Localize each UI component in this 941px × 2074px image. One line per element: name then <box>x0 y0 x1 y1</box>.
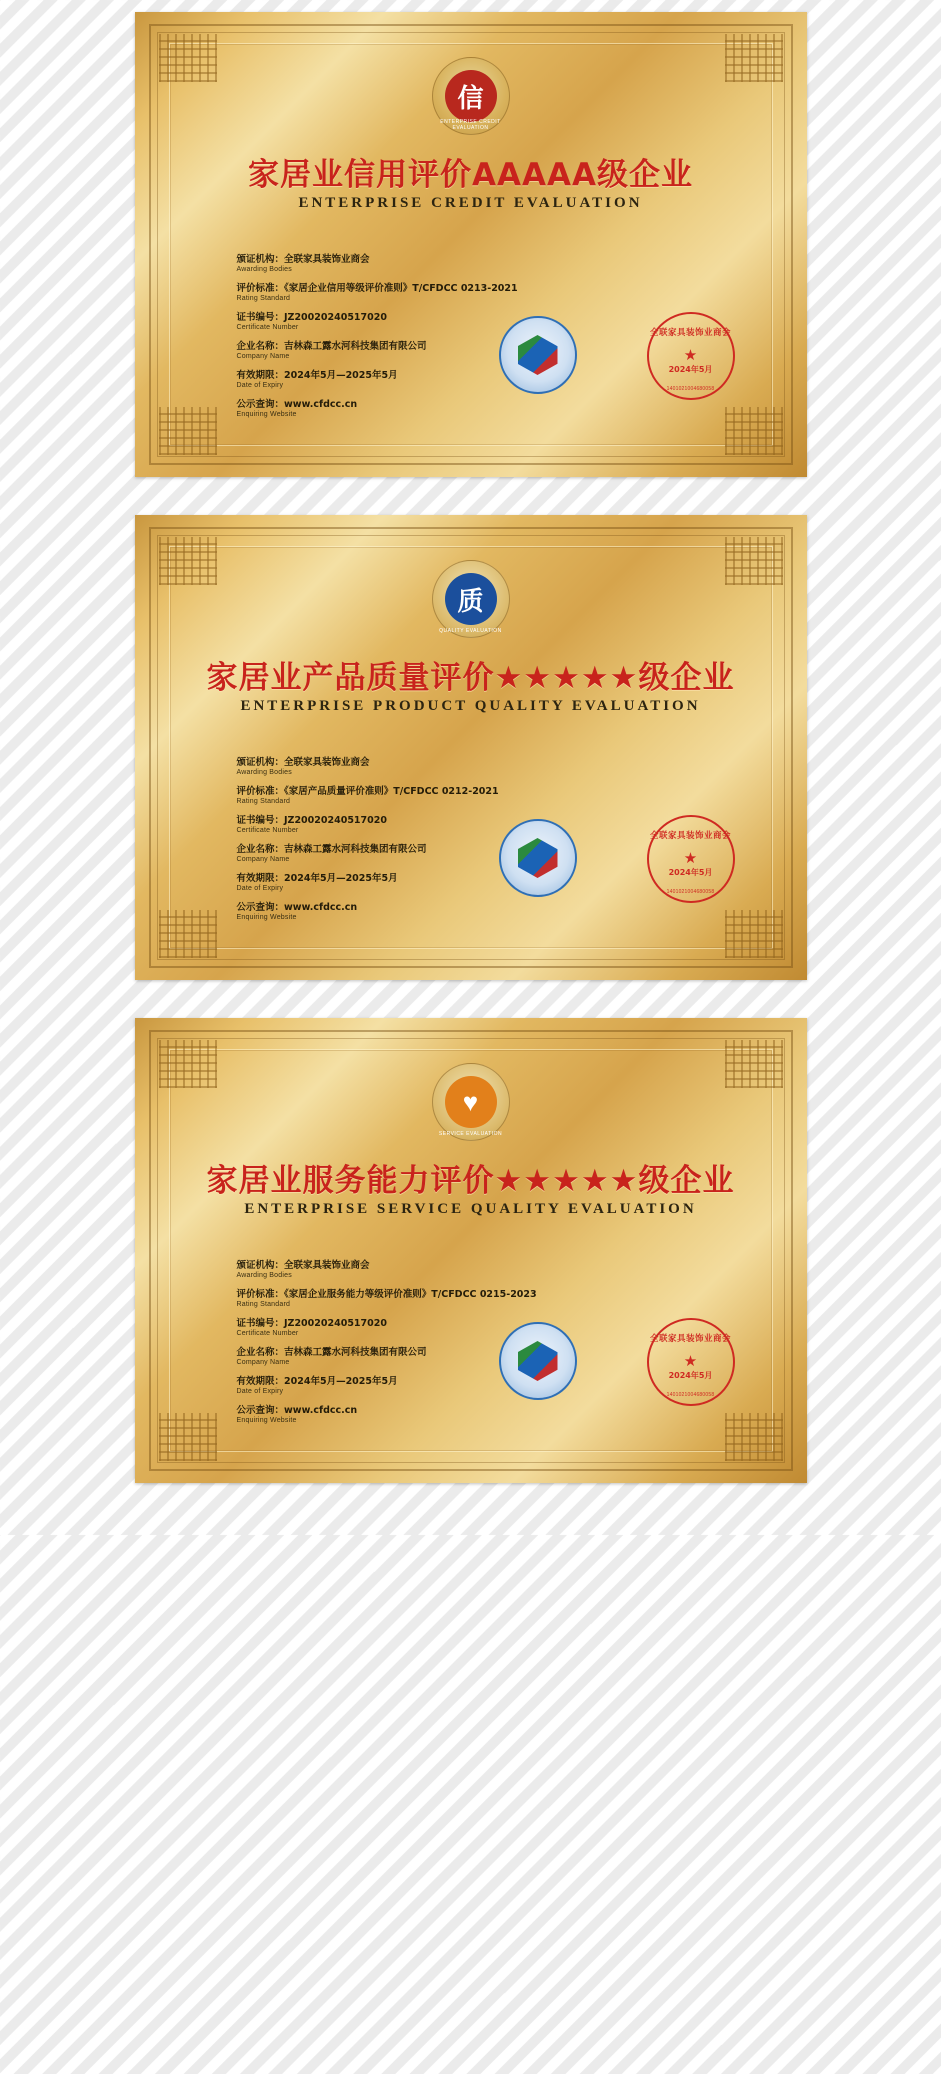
verification-badge-icon[interactable] <box>499 819 577 897</box>
field-sublabel: Date of Expiry <box>236 382 284 389</box>
certificate-content <box>169 43 773 446</box>
field-value: 《家居产品质量评价准则》T/CFDCC 0212-2021 <box>284 786 499 797</box>
field-value: JZ20020240517020 <box>284 312 387 323</box>
certificate-title-en: ENTERPRISE PRODUCT QUALITY EVALUATION <box>240 698 701 714</box>
field-key: 证书编号： <box>236 312 285 323</box>
badge-hexagon-icon <box>518 1341 558 1381</box>
field-sublabel: Enquiring Website <box>236 411 297 418</box>
field-key: 企业名称： <box>236 341 285 352</box>
field-awarding-bodies <box>237 754 657 776</box>
field-value: 全联家具装饰业商会 <box>284 757 370 768</box>
field-key: 有效期限： <box>236 1376 285 1387</box>
field-value: 2024年5月—2025年5月 <box>284 370 398 381</box>
certificate-credit <box>135 12 807 477</box>
emblem-core: 信 <box>445 70 497 122</box>
seal-code: 1401021004680058 <box>666 386 715 392</box>
field-key: 有效期限： <box>236 873 285 884</box>
field-rating-standard <box>237 280 657 302</box>
field-key: 评价标准： <box>236 283 285 294</box>
field-sublabel: Company Name <box>236 856 290 863</box>
verification-badge-icon[interactable] <box>499 316 577 394</box>
field-value: 吉林森工露水河科技集团有限公司 <box>284 844 427 855</box>
seal-code: 1401021004680058 <box>666 889 715 895</box>
field-key: 企业名称： <box>236 1347 285 1358</box>
field-key: 颁证机构： <box>236 254 285 265</box>
official-seal-stamp <box>647 1318 735 1406</box>
seal-date: 2024年5月 <box>668 868 713 877</box>
field-sublabel: Company Name <box>236 353 290 360</box>
field-rating-standard <box>237 1286 657 1308</box>
certificate-badges <box>489 1314 739 1406</box>
field-key: 评价标准： <box>236 1289 285 1300</box>
credit-emblem-icon <box>432 57 510 135</box>
badge-hexagon-icon <box>518 838 558 878</box>
field-sublabel: Enquiring Website <box>236 914 297 921</box>
emblem-core: ♥ <box>445 1076 497 1128</box>
field-key: 证书编号： <box>236 1318 285 1329</box>
certificate-service-quality <box>135 1018 807 1483</box>
field-sublabel: Rating Standard <box>236 1301 291 1308</box>
certificate-badges <box>489 308 739 400</box>
seal-organization: 全联家具装饰业商会 <box>649 1334 731 1344</box>
field-sublabel: Company Name <box>236 1359 290 1366</box>
certificate-title-cn: 家居业信用评价AAAAA级企业 <box>248 157 693 193</box>
certificate-title-en: ENTERPRISE CREDIT EVALUATION <box>298 195 643 211</box>
field-key: 有效期限： <box>236 370 285 381</box>
badge-hexagon-icon <box>518 335 558 375</box>
field-sublabel: Date of Expiry <box>236 885 284 892</box>
field-key: 颁证机构： <box>236 757 285 768</box>
field-key: 公示查询： <box>236 1405 285 1416</box>
seal-code: 1401021004680058 <box>666 1392 715 1398</box>
field-key: 企业名称： <box>236 844 285 855</box>
field-rating-standard <box>237 783 657 805</box>
field-value: 《家居企业服务能力等级评价准则》T/CFDCC 0215-2023 <box>284 1289 537 1300</box>
verification-badge-icon[interactable] <box>499 1322 577 1400</box>
field-value[interactable]: www.cfdcc.cn <box>284 399 358 410</box>
service-emblem-icon <box>432 1063 510 1141</box>
field-awarding-bodies <box>237 1257 657 1279</box>
certificate-content <box>169 1049 773 1452</box>
field-sublabel: Certificate Number <box>236 324 299 331</box>
field-sublabel: Date of Expiry <box>236 1388 284 1395</box>
seal-organization: 全联家具装饰业商会 <box>649 831 731 841</box>
field-sublabel: Enquiring Website <box>236 1417 297 1424</box>
field-value[interactable]: www.cfdcc.cn <box>284 1405 358 1416</box>
emblem-caption: ENTERPRISE CREDIT EVALUATION <box>440 119 501 131</box>
field-value: JZ20020240517020 <box>284 815 387 826</box>
field-key: 公示查询： <box>236 399 285 410</box>
certificate-content <box>169 546 773 949</box>
seal-organization: 全联家具装饰业商会 <box>649 328 731 338</box>
certificate-title-cn: 家居业产品质量评价★★★★★级企业 <box>206 660 735 696</box>
field-awarding-bodies <box>237 251 657 273</box>
official-seal-stamp <box>647 815 735 903</box>
certificate-title-cn: 家居业服务能力评价★★★★★级企业 <box>206 1163 735 1199</box>
emblem-core: 质 <box>445 573 497 625</box>
seal-star-icon: ★ <box>683 1353 698 1370</box>
seal-date: 2024年5月 <box>668 365 713 374</box>
field-sublabel: Rating Standard <box>236 798 291 805</box>
field-value: 全联家具装饰业商会 <box>284 254 370 265</box>
certificate-title-en: ENTERPRISE SERVICE QUALITY EVALUATION <box>244 1201 697 1217</box>
field-sublabel: Awarding Bodies <box>236 769 292 776</box>
field-value: 全联家具装饰业商会 <box>284 1260 370 1271</box>
field-key: 公示查询： <box>236 902 285 913</box>
field-sublabel: Awarding Bodies <box>236 266 292 273</box>
emblem-caption: SERVICE EVALUATION <box>438 1131 503 1137</box>
seal-star-icon: ★ <box>683 850 698 867</box>
field-key: 评价标准： <box>236 786 285 797</box>
field-value: JZ20020240517020 <box>284 1318 387 1329</box>
seal-star-icon: ★ <box>683 347 698 364</box>
field-sublabel: Certificate Number <box>236 1330 299 1337</box>
seal-date: 2024年5月 <box>668 1371 713 1380</box>
field-key: 颁证机构： <box>236 1260 285 1271</box>
certificate-badges <box>489 811 739 903</box>
field-value[interactable]: www.cfdcc.cn <box>284 902 358 913</box>
field-value: 吉林森工露水河科技集团有限公司 <box>284 341 427 352</box>
field-value: 吉林森工露水河科技集团有限公司 <box>284 1347 427 1358</box>
field-key: 证书编号： <box>236 815 285 826</box>
official-seal-stamp <box>647 312 735 400</box>
field-sublabel: Certificate Number <box>236 827 299 834</box>
field-sublabel: Awarding Bodies <box>236 1272 292 1279</box>
field-value: 2024年5月—2025年5月 <box>284 873 398 884</box>
certificate-product-quality <box>135 515 807 980</box>
field-value: 《家居企业信用等级评价准则》T/CFDCC 0213-2021 <box>284 283 518 294</box>
emblem-caption: QUALITY EVALUATION <box>439 628 502 634</box>
field-sublabel: Rating Standard <box>236 295 291 302</box>
quality-emblem-icon <box>432 560 510 638</box>
field-value: 2024年5月—2025年5月 <box>284 1376 398 1387</box>
